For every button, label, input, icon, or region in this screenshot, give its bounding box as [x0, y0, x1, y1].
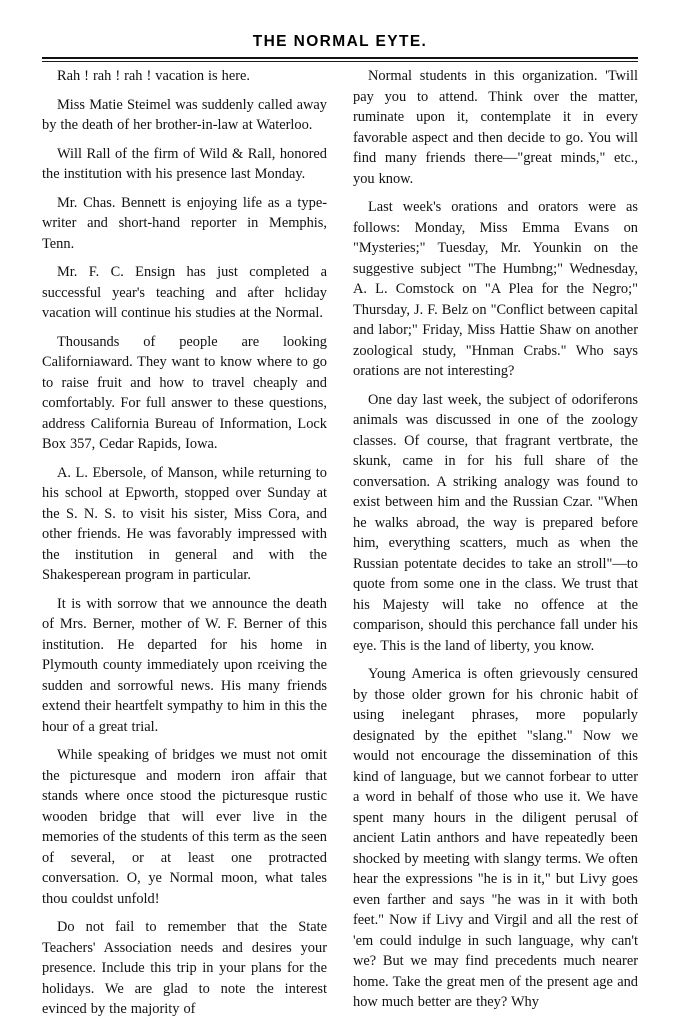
- article-paragraph: A. L. Ebersole, of Manson, while returning to his school at Epworth, stopped over Sunday at the S. N. S. to visit his sister, Miss Cora, and other friends. He was favorably impressed with the institution in general and with the Shakesperean program in particular.: [42, 464, 327, 583]
- body-columns: [42, 66, 638, 1017]
- article-paragraph: Normal students in this organization. 'Twill pay you to attend. Think over the matter, ruminate upon it, contemplate it in every favorable aspect and then decide to go. You will find many friends there—"great minds," etc., you know.: [353, 68, 638, 187]
- divider-rule-thin: [42, 61, 638, 62]
- article-paragraph: Will Rall of the firm of Wild & Rall, honored the institution with his presence last Monday.: [42, 145, 327, 182]
- article-paragraph: Mr. Chas. Bennett is enjoying life as a type-writer and short-hand reporter in Memphis, Tenn.: [42, 194, 327, 252]
- publication-title: THE NORMAL EYTE.: [252, 33, 428, 50]
- article-paragraph: It is with sorrow that we announce the death of Mrs. Berner, mother of W. F. Berner of this institution. He departed for his home in Plymouth county immediately upon rceiving the sudden and sorrowful news. His many friends extend their heartfelt sympathy to him in this the hour of a great trial.: [42, 595, 327, 735]
- running-head: [0, 33, 680, 51]
- article-paragraph: Mr. F. C. Ensign has just completed a successful year's teaching and after hcliday vacation will continue his studies at the Normal.: [42, 264, 327, 321]
- column-right: [353, 66, 638, 1010]
- column-left: [42, 66, 327, 1017]
- article-paragraph: Rah ! rah ! rah ! vacation is here.: [57, 68, 250, 84]
- article-paragraph: Thousands of people are looking Californiaward. They want to know where to go to raise fruit and how to travel cheaply and comfortably. For full answer to these questions, address California Bureau of Information, Lock Box 357, Cedar Rapids, Iowa.: [42, 333, 327, 452]
- article-paragraph: One day last week, the subject of odoriferons animals was discussed in one of the zoology classes. Of course, that fragrant vertbrate, the skunk, came in for his full share of the conversation. A striking analogy was found to exist between him and the Russian Czar. "When he walks abroad, the way is prepared before him, everything scatters, much as when the Russian potentate decides to take an stroll"—to quote from some one in the class. We trust that his Majesty will take no offence at the comparison, should this perchance fall under his eye. This is the land of liberty, you know.: [353, 391, 638, 654]
- article-paragraph: Miss Matie Steimel was suddenly called away by the death of her brother-in-law at Waterloo.: [42, 96, 327, 133]
- header-divider: [42, 57, 638, 62]
- article-paragraph: Do not fail to remember that the State Teachers' Association needs and desires your presence. Include this trip in your plans for the holidays. We are glad to note the interest evinced by the majority of: [42, 919, 327, 1017]
- article-paragraph: Young America is often grievously censured by those older grown for his chronic habit of using inelegant phrases, more popularly designated by the epithet "slang." Now we would not encourage the dissemination of this kind of language, but we cannot forbear to utter a word in behalf of those who use it. We have spent many hours in the diligent perusal of ancient Latin anthors and have repeatedly been shocked by meeting with slangy terms. We often hear the expressions "he is in it," but Livy goes even farther and says "he was in it with both feet." Now if Livy and Virgil and all the rest of 'em could indulge in such language, why can't we? But we may find precedents much nearer home. Take the great men of the present age and how much better are they? Why: [353, 666, 638, 1010]
- article-paragraph: While speaking of bridges we must not omit the picturesque and modern iron affair that stands where once stood the picturesque rustic wooden bridge that will ever live in the memories of the students of this term as the seen of several, or at least one protracted conversation. O, ye Normal moon, what tales thou couldst unfold!: [42, 747, 327, 907]
- article-paragraph: Last week's orations and orators were as follows: Monday, Miss Emma Evans on "Mysteries;" Tuesday, Mr. Younkin on the suggestive subject "The Humbng;" Wednesday, A. L. Comstock on "A Plea for the Negro;" Thursday, J. F. Belz on "Conflict between capital and labor;" Friday, Miss Hattie Shaw on another zoological study, "Hnman Crabs." Who says orations are not interesting?: [353, 199, 638, 379]
